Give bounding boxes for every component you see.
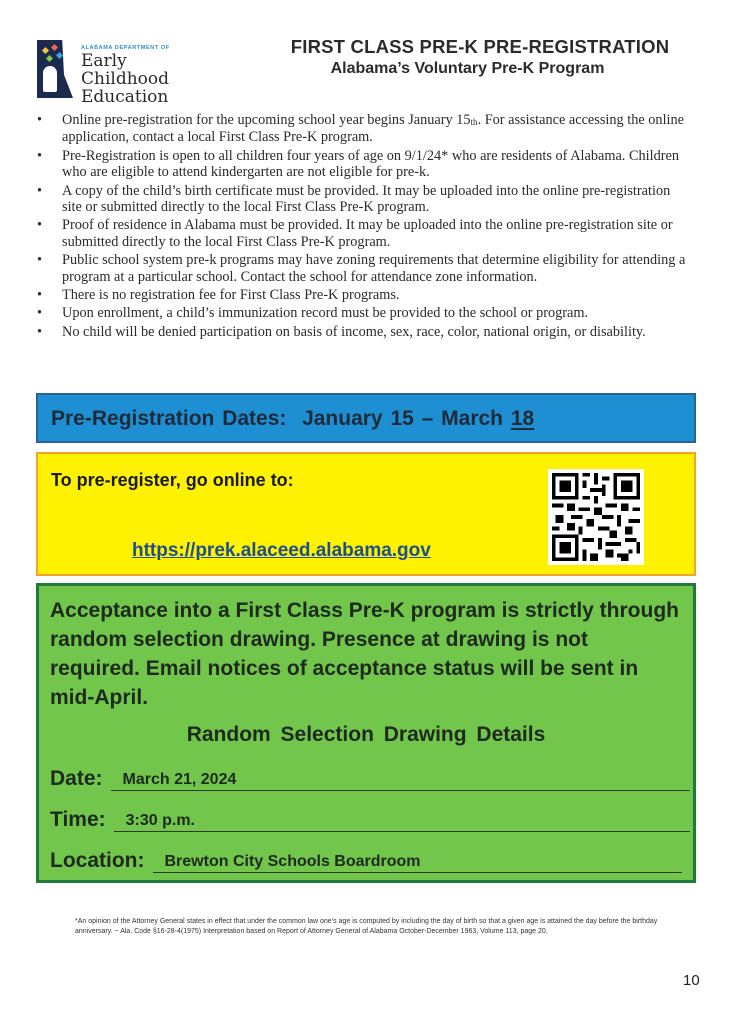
bullet-icon: • <box>37 182 43 199</box>
footnote: *An opinion of the Attorney General states in effect that under the common law one’s age is computed by including the day of birth so that a given age is attained the day before the birthday anniversary. ~ Ala. Code §16-28-4(1975) Interpretation based on Report of Attorney General of Alabama October-December 1963, Volume 113, page 20. <box>75 918 658 935</box>
qr-code-icon[interactable] <box>548 469 644 565</box>
logo-department-label: ALABAMA DEPARTMENT OF <box>81 45 170 51</box>
list-item-text: Pre-Registration is open to all children four years of age on 9/1/24* who are residents of Alabama. Children who are eligible to attend kindergarten are not eligible for pre-k. <box>62 147 679 181</box>
time-label: Time: <box>50 808 106 831</box>
list-item-text: Proof of residence in Alabama must be provided. It may be uploaded into the online pre-registration site or submitted directly to the local First Class Pre-K program. <box>62 217 673 250</box>
list-item-text: Upon enrollment, a child’s immunization record must be provided to the school or program. <box>62 305 589 322</box>
drawing-time-field <box>50 802 690 832</box>
list-item <box>37 324 687 340</box>
list-item <box>37 217 687 250</box>
time-value: 3:30 p.m. <box>114 812 690 832</box>
drawing-date-field <box>50 761 690 791</box>
requirements-list <box>37 112 687 342</box>
list-item <box>37 305 687 321</box>
list-item <box>37 287 687 303</box>
list-item <box>37 183 687 216</box>
list-item <box>37 252 687 285</box>
aldece-logo <box>37 38 217 107</box>
pre-registration-dates-banner <box>36 393 696 443</box>
drawing-details-heading: Random Selection Drawing Details <box>186 723 546 746</box>
page-subtitle: Alabama’s Voluntary Pre-K Program <box>330 60 605 77</box>
date-label: Date: <box>50 767 103 790</box>
online-registration-box <box>36 452 696 576</box>
logo-name-line1: Early Childhood <box>81 51 170 89</box>
page-number: 10 <box>683 972 700 989</box>
date-value: March 21, 2024 <box>111 771 690 791</box>
dates-label: Pre-Registration Dates: <box>51 407 287 430</box>
bullet-icon: • <box>37 287 43 304</box>
dates-range-start: January 15 – March <box>302 407 503 430</box>
list-item <box>37 148 687 181</box>
logo-name-line2: Education <box>81 87 169 107</box>
location-value: Brewton City Schools Boardroom <box>153 853 683 873</box>
list-item-text: A copy of the child’s birth certificate must be provided. It may be uploaded into the online pre-registration site or submitted directly to the local First Class Pre-K program. <box>62 182 671 216</box>
bullet-icon: • <box>37 305 43 322</box>
alabama-child-stars-icon <box>37 40 73 98</box>
registration-link[interactable]: https://prek.alaceed.alabama.gov <box>132 540 431 561</box>
bullet-icon: • <box>37 323 43 340</box>
list-item-text: No child will be denied participation on basis of income, sex, race, color, national origin, or disability. <box>62 323 646 340</box>
list-item-text: Online pre-registration for the upcoming school year begins January 15 <box>62 112 471 128</box>
list-item-text: There is no registration fee for First Class Pre-K programs. <box>62 287 400 304</box>
online-lead-text: To pre-register, go online to: <box>51 470 294 490</box>
drawing-location-field <box>50 843 682 873</box>
bullet-icon: • <box>37 252 43 269</box>
location-label: Location: <box>50 849 145 872</box>
ordinal-suffix: th <box>470 117 478 127</box>
list-item-text: Public school system pre-k programs may have zoning requirements that determine eligibility for attending a program at a particular school. Contact the school for attendance zone information. <box>62 252 686 285</box>
list-item-text: . For assistance accessing the online application, contact a local First Class Pre-K program. <box>62 112 685 146</box>
dates-text <box>51 407 534 431</box>
random-selection-box <box>36 583 696 883</box>
page-title: FIRST CLASS PRE-K PRE-REGISTRATION <box>290 36 670 57</box>
list-item <box>37 112 687 146</box>
logo-name <box>81 52 217 106</box>
bullet-icon: • <box>37 147 43 164</box>
dates-range-end: 18 <box>510 407 535 430</box>
bullet-icon: • <box>37 217 43 234</box>
bullet-icon: • <box>37 112 43 128</box>
acceptance-paragraph: Acceptance into a First Class Pre-K program is strictly through random selection drawing. Presence at drawing is not required. Email notices of acceptance status will be sent in mid-April. <box>50 599 679 709</box>
page-title-block <box>250 36 710 78</box>
